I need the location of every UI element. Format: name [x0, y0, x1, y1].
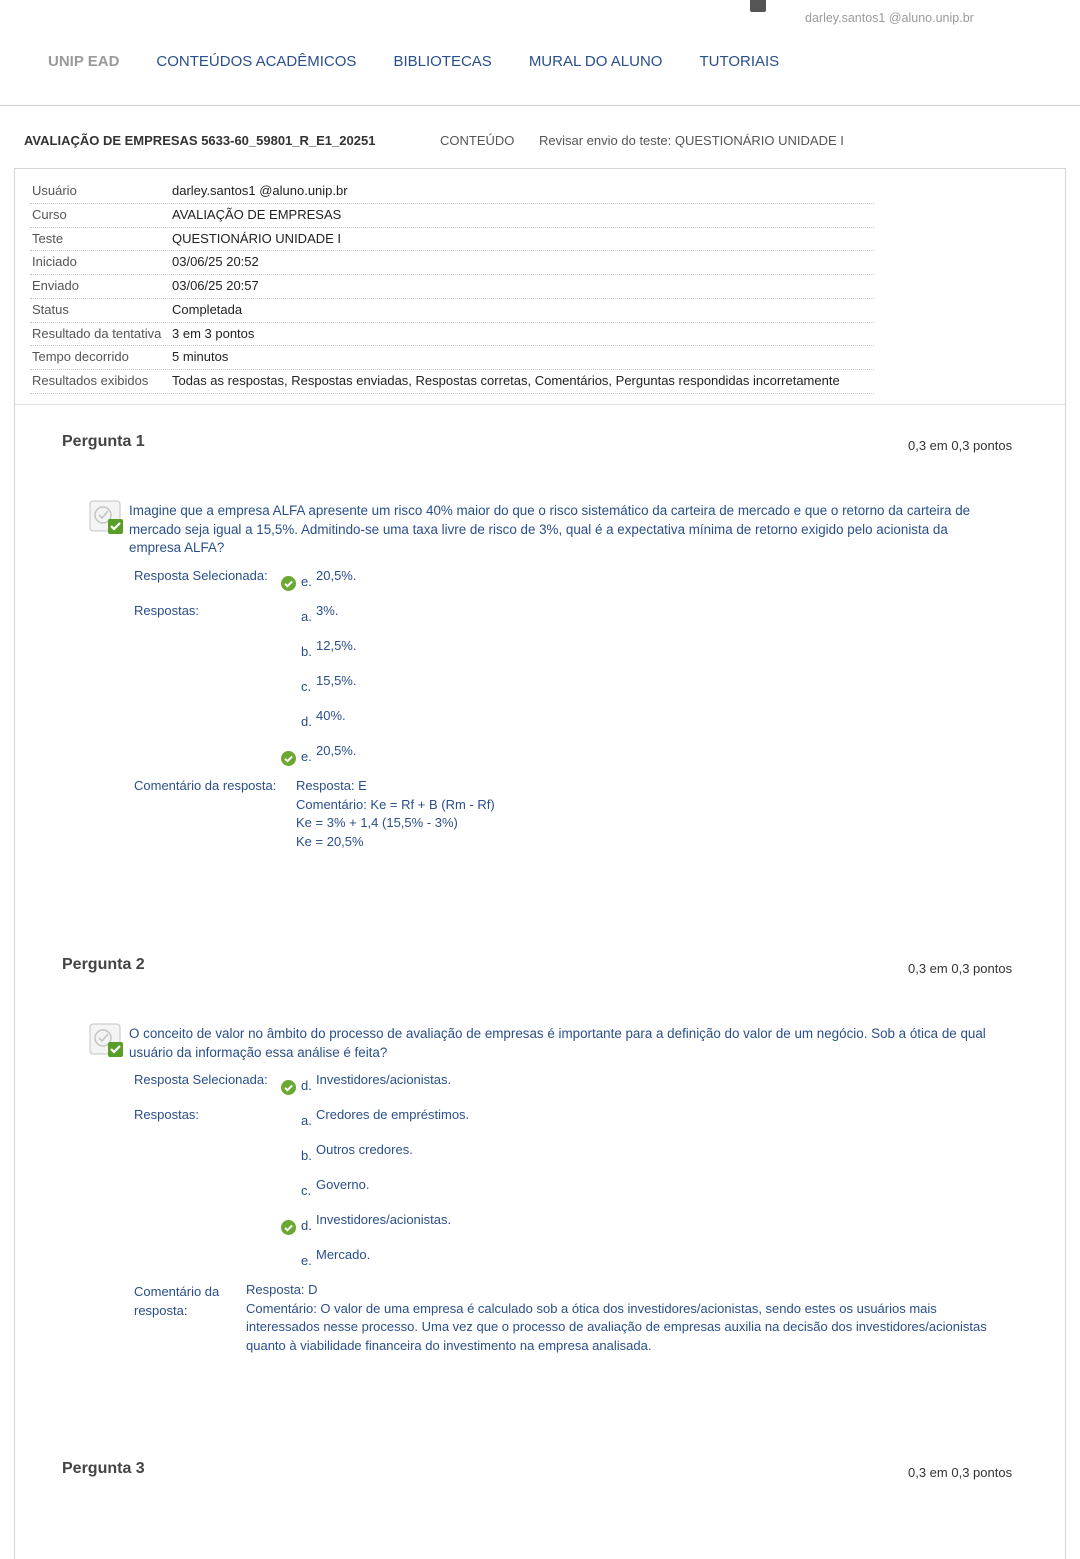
- question-3-points: 0,3 em 0,3 pontos: [908, 1465, 1013, 1480]
- summary-row: [30, 370, 874, 394]
- nav-item-bibliotecas[interactable]: BIBLIOTECAS: [393, 53, 492, 70]
- option-letter: e.: [301, 574, 312, 589]
- summary-label: Iniciado: [32, 254, 77, 270]
- summary-label: Curso: [32, 206, 67, 222]
- summary-value: 3 em 3 pontos: [172, 325, 255, 341]
- check-icon: [281, 576, 296, 591]
- option-letter: b.: [301, 644, 312, 659]
- question-2-points: 0,3 em 0,3 pontos: [908, 961, 1013, 976]
- option-letter: a.: [301, 1113, 312, 1128]
- comment-line: Resposta: D: [246, 1282, 318, 1297]
- option-text: Outros credores.: [316, 1142, 413, 1157]
- option-text: Governo.: [316, 1177, 370, 1192]
- summary-row: [30, 275, 874, 299]
- breadcrumb-content[interactable]: CONTEÚDO: [440, 133, 515, 148]
- divider: [15, 404, 1065, 405]
- nav-item-unip-ead[interactable]: UNIP EAD: [48, 53, 120, 70]
- question-3-title: Pergunta 3: [62, 1460, 145, 1477]
- comment-label: Comentário da resposta:: [134, 778, 277, 793]
- nav-item-tutoriais[interactable]: TUTORIAIS: [699, 53, 780, 70]
- answer-comment: [296, 777, 996, 851]
- answer-comment: [246, 1281, 998, 1355]
- answers-label: Respostas:: [134, 1107, 200, 1122]
- summary-value: 5 minutos: [172, 349, 229, 365]
- summary-label: Usuário: [32, 183, 77, 198]
- option-text: 15,5%.: [316, 673, 357, 688]
- option-text: Mercado.: [316, 1247, 371, 1262]
- comment-line: Ke = 3% + 1,4 (15,5% - 3%): [296, 815, 458, 830]
- answers-label: Respostas:: [134, 603, 200, 618]
- summary-label: Status: [32, 301, 69, 317]
- option-letter: d.: [301, 1078, 312, 1093]
- option-letter: c.: [301, 1183, 312, 1198]
- option-letter: e.: [301, 749, 312, 764]
- check-icon: [281, 1220, 296, 1235]
- attempt-summary: [30, 180, 874, 394]
- comment-line: Comentário: O valor de uma empresa é calculado sob a ótica dos investidores/acionistas, sendo estes os usuários mais interessados nesse processo. Uma vez que o processo de avaliação de empresas auxilia na decisão dos investidores/acionistas quanto à viabilidade financeira do investimento na empresa analisada.: [246, 1300, 987, 1353]
- summary-value: 03/06/25 20:57: [172, 278, 259, 293]
- question-2-title: Pergunta 2: [62, 956, 145, 973]
- breadcrumb-course[interactable]: AVALIAÇÃO DE EMPRESAS 5633-60_59801_R_E1_20251: [24, 133, 376, 148]
- user-email[interactable]: darley.santos1 @aluno.unip.br: [805, 11, 974, 25]
- option-text: 40%.: [316, 708, 346, 723]
- summary-row: [30, 228, 874, 252]
- option-text: Credores de empréstimos.: [316, 1107, 470, 1122]
- main-nav: [48, 53, 816, 70]
- comment-label: [134, 1283, 219, 1320]
- summary-row: [30, 251, 874, 275]
- summary-label: Resultados exibidos: [32, 373, 149, 388]
- option-letter: d.: [301, 714, 312, 729]
- option-text: Investidores/acionistas.: [316, 1212, 452, 1227]
- summary-row: [30, 204, 874, 228]
- question-1-title: Pergunta 1: [62, 433, 145, 450]
- summary-row: [30, 346, 874, 370]
- option-letter: c.: [301, 679, 312, 694]
- comment-line: Resposta: E: [296, 778, 367, 793]
- summary-label: Teste: [32, 230, 64, 246]
- summary-label: Enviado: [32, 278, 79, 293]
- nav-item-mural[interactable]: MURAL DO ALUNO: [528, 53, 663, 70]
- summary-value: AVALIAÇÃO DE EMPRESAS: [172, 206, 342, 222]
- summary-value: 03/06/25 20:52: [172, 254, 259, 270]
- option-text: Investidores/acionistas.: [316, 1072, 452, 1087]
- option-text: 20,5%.: [316, 743, 357, 758]
- option-letter: e.: [301, 1253, 312, 1268]
- breadcrumb-current: Revisar envio do teste: QUESTIONÁRIO UNIDADE I: [539, 133, 844, 148]
- option-letter: a.: [301, 609, 312, 624]
- avatar[interactable]: [750, 0, 766, 12]
- summary-row: [30, 299, 874, 323]
- option-letter: d.: [301, 1218, 312, 1233]
- summary-value: QUESTIONÁRIO UNIDADE I: [172, 230, 342, 246]
- question-2-text: O conceito de valor no âmbito do processo de avaliação de empresas é importante para a definição do valor de um negócio. Sob a ótica de qual usuário da informação essa análise é feita?: [129, 1026, 986, 1060]
- comment-line: Ke = 20,5%: [296, 833, 364, 849]
- check-icon: [281, 1080, 296, 1095]
- nav-item-conteudos[interactable]: CONTEÚDOS ACADÊMICOS: [156, 53, 357, 70]
- check-icon: [281, 751, 296, 766]
- summary-label: Tempo decorrido: [32, 349, 129, 365]
- top-bar: [0, 0, 1080, 106]
- option-text: 3%.: [316, 603, 339, 618]
- comment-label-line: resposta:: [134, 1302, 188, 1318]
- comment-label-line: Comentário da: [134, 1284, 220, 1299]
- summary-value: Completada: [172, 301, 243, 317]
- question-1-text: Imagine que a empresa ALFA apresente um risco 40% maior do que o risco sistemático da carteira de mercado e que o retorno da carteira de mercado seja igual a 15,5%. Admitindo-se uma taxa livre de risco de 3%, qual é a expectativa mínima de retorno exigido pelo acionista da empresa ALFA?: [129, 503, 971, 555]
- option-text: 20,5%.: [316, 568, 357, 583]
- correct-answer-icon: [89, 1022, 125, 1058]
- correct-answer-icon: [89, 499, 125, 535]
- summary-value: Todas as respostas, Respostas enviadas, Respostas corretas, Comentários, Perguntas respondidas incorretamente: [172, 373, 840, 388]
- summary-row: [30, 180, 874, 204]
- comment-line: Comentário: Ke = Rf + B (Rm - Rf): [296, 796, 495, 812]
- selected-answer-label: Resposta Selecionada:: [134, 568, 268, 583]
- question-1-points: 0,3 em 0,3 pontos: [908, 438, 1013, 453]
- option-letter: b.: [301, 1148, 312, 1163]
- option-text: 12,5%.: [316, 638, 357, 653]
- summary-label: Resultado da tentativa: [32, 325, 162, 341]
- summary-row: [30, 323, 874, 347]
- selected-answer-label: Resposta Selecionada:: [134, 1072, 268, 1087]
- summary-value: darley.santos1 @aluno.unip.br: [172, 183, 348, 198]
